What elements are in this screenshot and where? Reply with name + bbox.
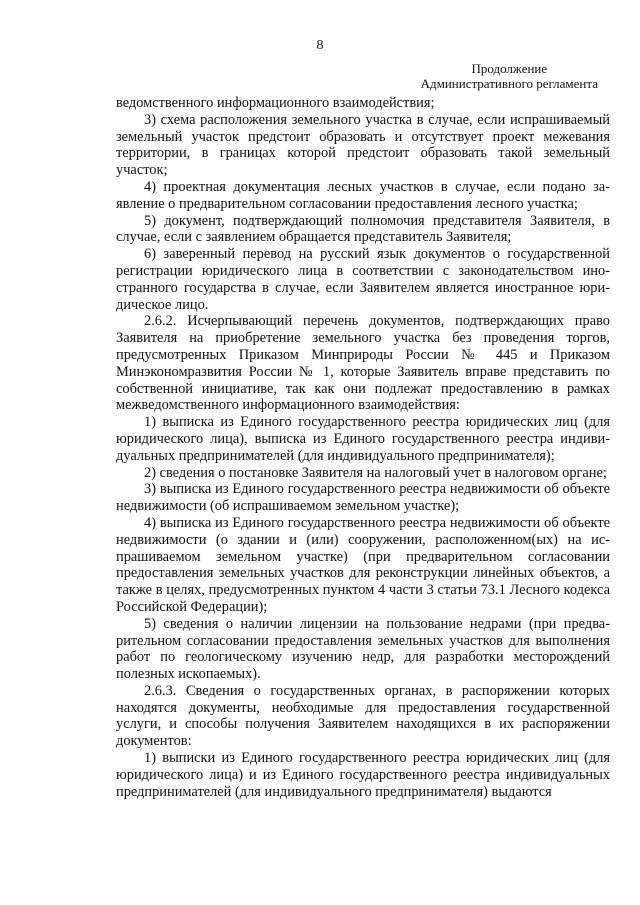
page-number: 8 (316, 38, 324, 53)
paragraph: 6) заверенный перевод на русский язык документов о государственной регистрации юридического лица в соответствии с законодательством иностранного государства в случае, если Заявителем является иностранное юридическое лицо. (116, 246, 610, 313)
paragraph: 5) сведения о наличии лицензии на пользование недрами (при предварительном согласовании предоставления земельных участков для выполнения работ по геологическому изучению недр, для разработки месторождений полезных ископаемых). (116, 615, 610, 683)
paragraph: 3) схема расположения земельного участка в случае, если испрашиваемый земельный участок предстоит образовать и отсутствует проект межевания территории, в границах которой предстоит образовать такой земельный участок; (116, 111, 610, 179)
paragraph: 1) выписки из Единого государственного реестра юридических лиц (для юридического лица) и из Единого государственного реестра индивидуальных предпринимателей (для индивидуального предпринимателя) выдаются (116, 750, 610, 800)
paragraph: 2) сведения о постановке Заявителя на налоговый учет в налоговом органе; (144, 464, 607, 481)
document-body (116, 95, 610, 800)
paragraph: 4) выписка из Единого государственного реестра недвижимости об объекте недвижимости (о здании и (или) сооружении, расположенном(ых) на испрашиваемом земельном участке) (при предварительном согласовании предоставления земельных участков для реконструкции линейных объектов, а также в целях, предусмотренных пунктом 4 части 3 статьи 73.1 Лесного кодекса Российской Федерации); (116, 514, 610, 615)
regulation-label: Административного регламента (420, 76, 598, 91)
paragraph: 3) выписка из Единого государственного реестра недвижимости об объекте недвижимости (об испрашиваемом земельном участке); (116, 481, 610, 515)
paragraph: 2.6.3. Сведения о государственных органах, в распоряжении которых находятся документы, необходимые для предоставления государственной услуги, и способы получения Заявителем находящихся в их распоряжении документов: (116, 682, 610, 750)
paragraph: 4) проектная документация лесных участков в случае, если подано заявление о предварительном согласовании предоставления лесного участка; (116, 178, 610, 212)
paragraph: 2.6.2. Исчерпывающий перечень документов, подтверждающих право Заявителя на приобретение земельного участка без проведения торгов, предусмотренных Приказом Минприроды России № 445 и Приказом Минэкономразвития России № 1, которые Заявитель вправе представить по собственной инициативе, так как они подлежат предоставлению в рамках межведомственного информационного взаимодействия: (116, 313, 610, 414)
continuation-label: Продолжение (471, 61, 548, 76)
paragraph: 1) выписка из Единого государственного реестра юридических лиц (для юридического лица), выписка из Единого государственного реестра индивидуальных предпринимателей (для индивидуального предпринимателя); (116, 414, 610, 464)
paragraph: 5) документ, подтверждающий полномочия представителя Заявителя, в случае, если с заявлением обращается представитель Заявителя; (116, 212, 610, 246)
continuation-header (421, 61, 598, 91)
paragraph: ведомственного информационного взаимодействия; (116, 95, 435, 111)
